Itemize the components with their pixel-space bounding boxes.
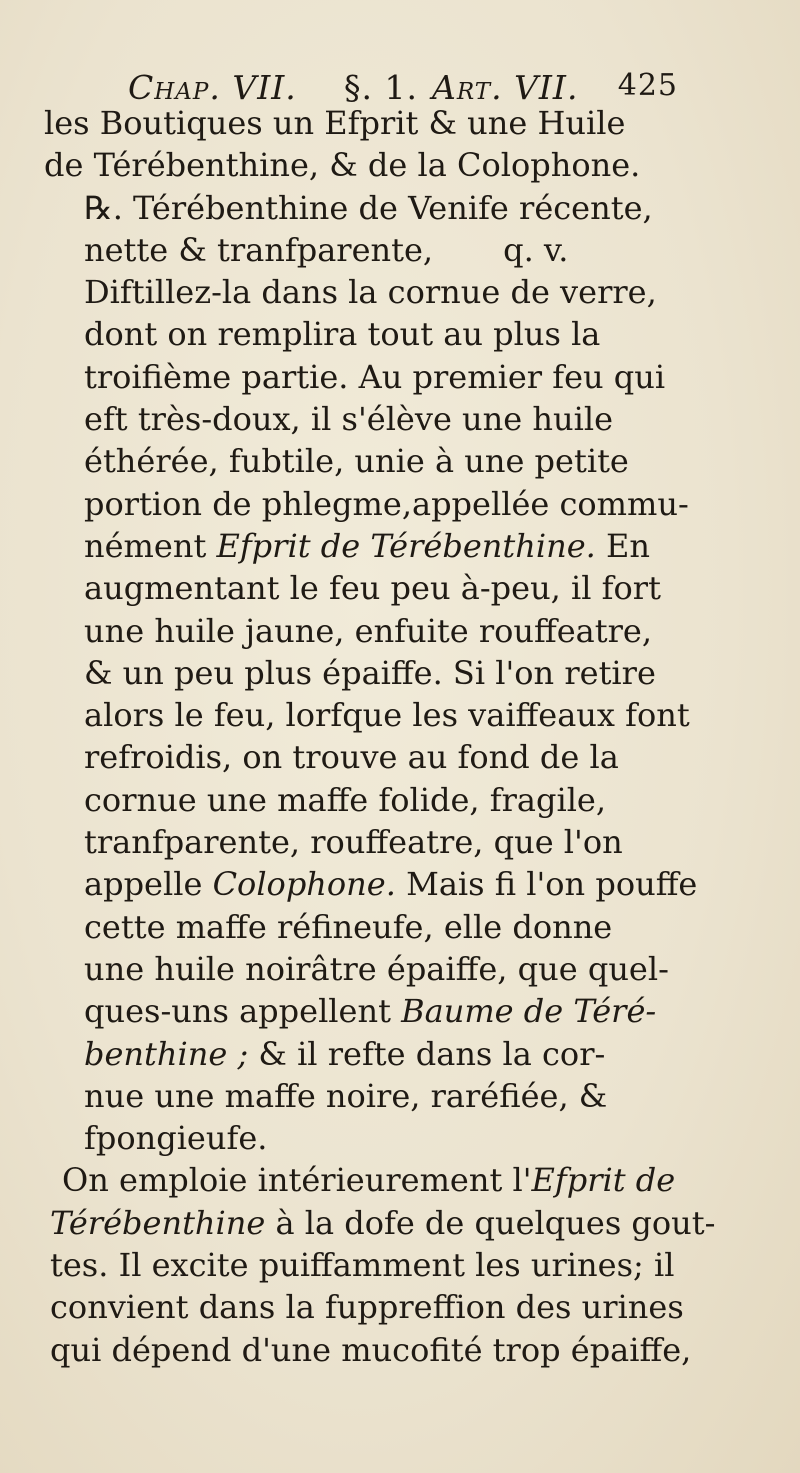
- text-line: [44, 990, 749, 1032]
- text-run: On emploie intérieurement l': [62, 1161, 532, 1200]
- text-line: troifième partie. Au premier feu qui: [84, 357, 666, 396]
- text-line: nue une maffe noire, raréfiée, &: [84, 1076, 608, 1115]
- text-run: ques-uns appellent: [84, 992, 402, 1031]
- italic-term: Colophone.: [212, 865, 396, 904]
- text-line: augmentant le feu peu à-peu, il fort: [84, 569, 661, 608]
- text-line: [44, 1033, 749, 1075]
- text-run: Mais fi l'on pouffe: [395, 865, 698, 904]
- italic-term: Baume de Téré-: [401, 992, 657, 1031]
- body-text: [44, 102, 749, 1371]
- page-number: 425: [617, 68, 678, 103]
- text-line: cette maffe réfineufe, elle donne: [84, 907, 613, 946]
- text-line: [44, 1202, 749, 1244]
- text-run: appelle: [84, 865, 213, 904]
- quantity-note: q. v.: [503, 230, 569, 269]
- italic-term: Efprit de Térébenthine.: [216, 526, 596, 565]
- italic-term: Efprit de: [531, 1161, 676, 1200]
- italic-term: Térébenthine: [50, 1203, 266, 1242]
- text-line: refroidis, on trouve au fond de la: [84, 738, 619, 777]
- text-run: & il refte dans la cor-: [248, 1034, 606, 1073]
- text-line: qui dépend d'une mucofité trop épaiffe,: [50, 1330, 692, 1369]
- text-line: tes. Il excite puiffamment les urines; il: [50, 1246, 675, 1285]
- text-line: [44, 229, 749, 271]
- recipe-line: ℞. Térébenthine de Venife récente,: [84, 188, 653, 227]
- text-line: tranfparente, rouffeatre, que l'on: [84, 823, 623, 862]
- text-line: eft très-doux, il s'élève une huile: [84, 400, 613, 439]
- text-line: une huile noirâtre épaiffe, que quel-: [84, 949, 669, 988]
- text-line: cornue une maffe folide, fragile,: [84, 780, 607, 819]
- text-run: nément: [84, 526, 217, 565]
- text-line: & un peu plus épaiffe. Si l'on retire: [84, 653, 656, 692]
- text-run: En: [595, 526, 650, 565]
- text-line: dont on remplira tout au plus la: [84, 315, 601, 354]
- italic-term: benthine ;: [84, 1034, 249, 1073]
- text-line: Diftillez-la dans la cornue de verre,: [84, 273, 657, 312]
- text-line: [44, 525, 749, 567]
- text-line: de Térébenthine, & de la Colophone.: [44, 146, 641, 185]
- article-label: Art. VII.: [432, 68, 579, 107]
- text-line: les Boutiques un Efprit & une Huile: [44, 104, 626, 142]
- text-line: alors le feu, lorfque les vaiffeaux font: [84, 696, 690, 735]
- chapter-label: Chap. VII.: [128, 68, 297, 107]
- text-line: éthérée, fubtile, unie à une petite: [84, 442, 629, 481]
- recipe-ingredient: nette & tranfparente,: [84, 230, 434, 269]
- text-line: portion de phlegme,appellée commu-: [84, 484, 689, 523]
- section-label: §. 1.: [344, 68, 418, 107]
- text-line: fpongieufe.: [84, 1119, 268, 1158]
- text-line: une huile jaune, enfuite rouffeatre,: [84, 611, 653, 650]
- paragraph-start-line: [44, 1159, 749, 1201]
- text-run: à la dofe de quelques gout-: [265, 1203, 716, 1242]
- text-line: [44, 863, 749, 905]
- text-line: convient dans la fuppreffion des urines: [50, 1288, 684, 1327]
